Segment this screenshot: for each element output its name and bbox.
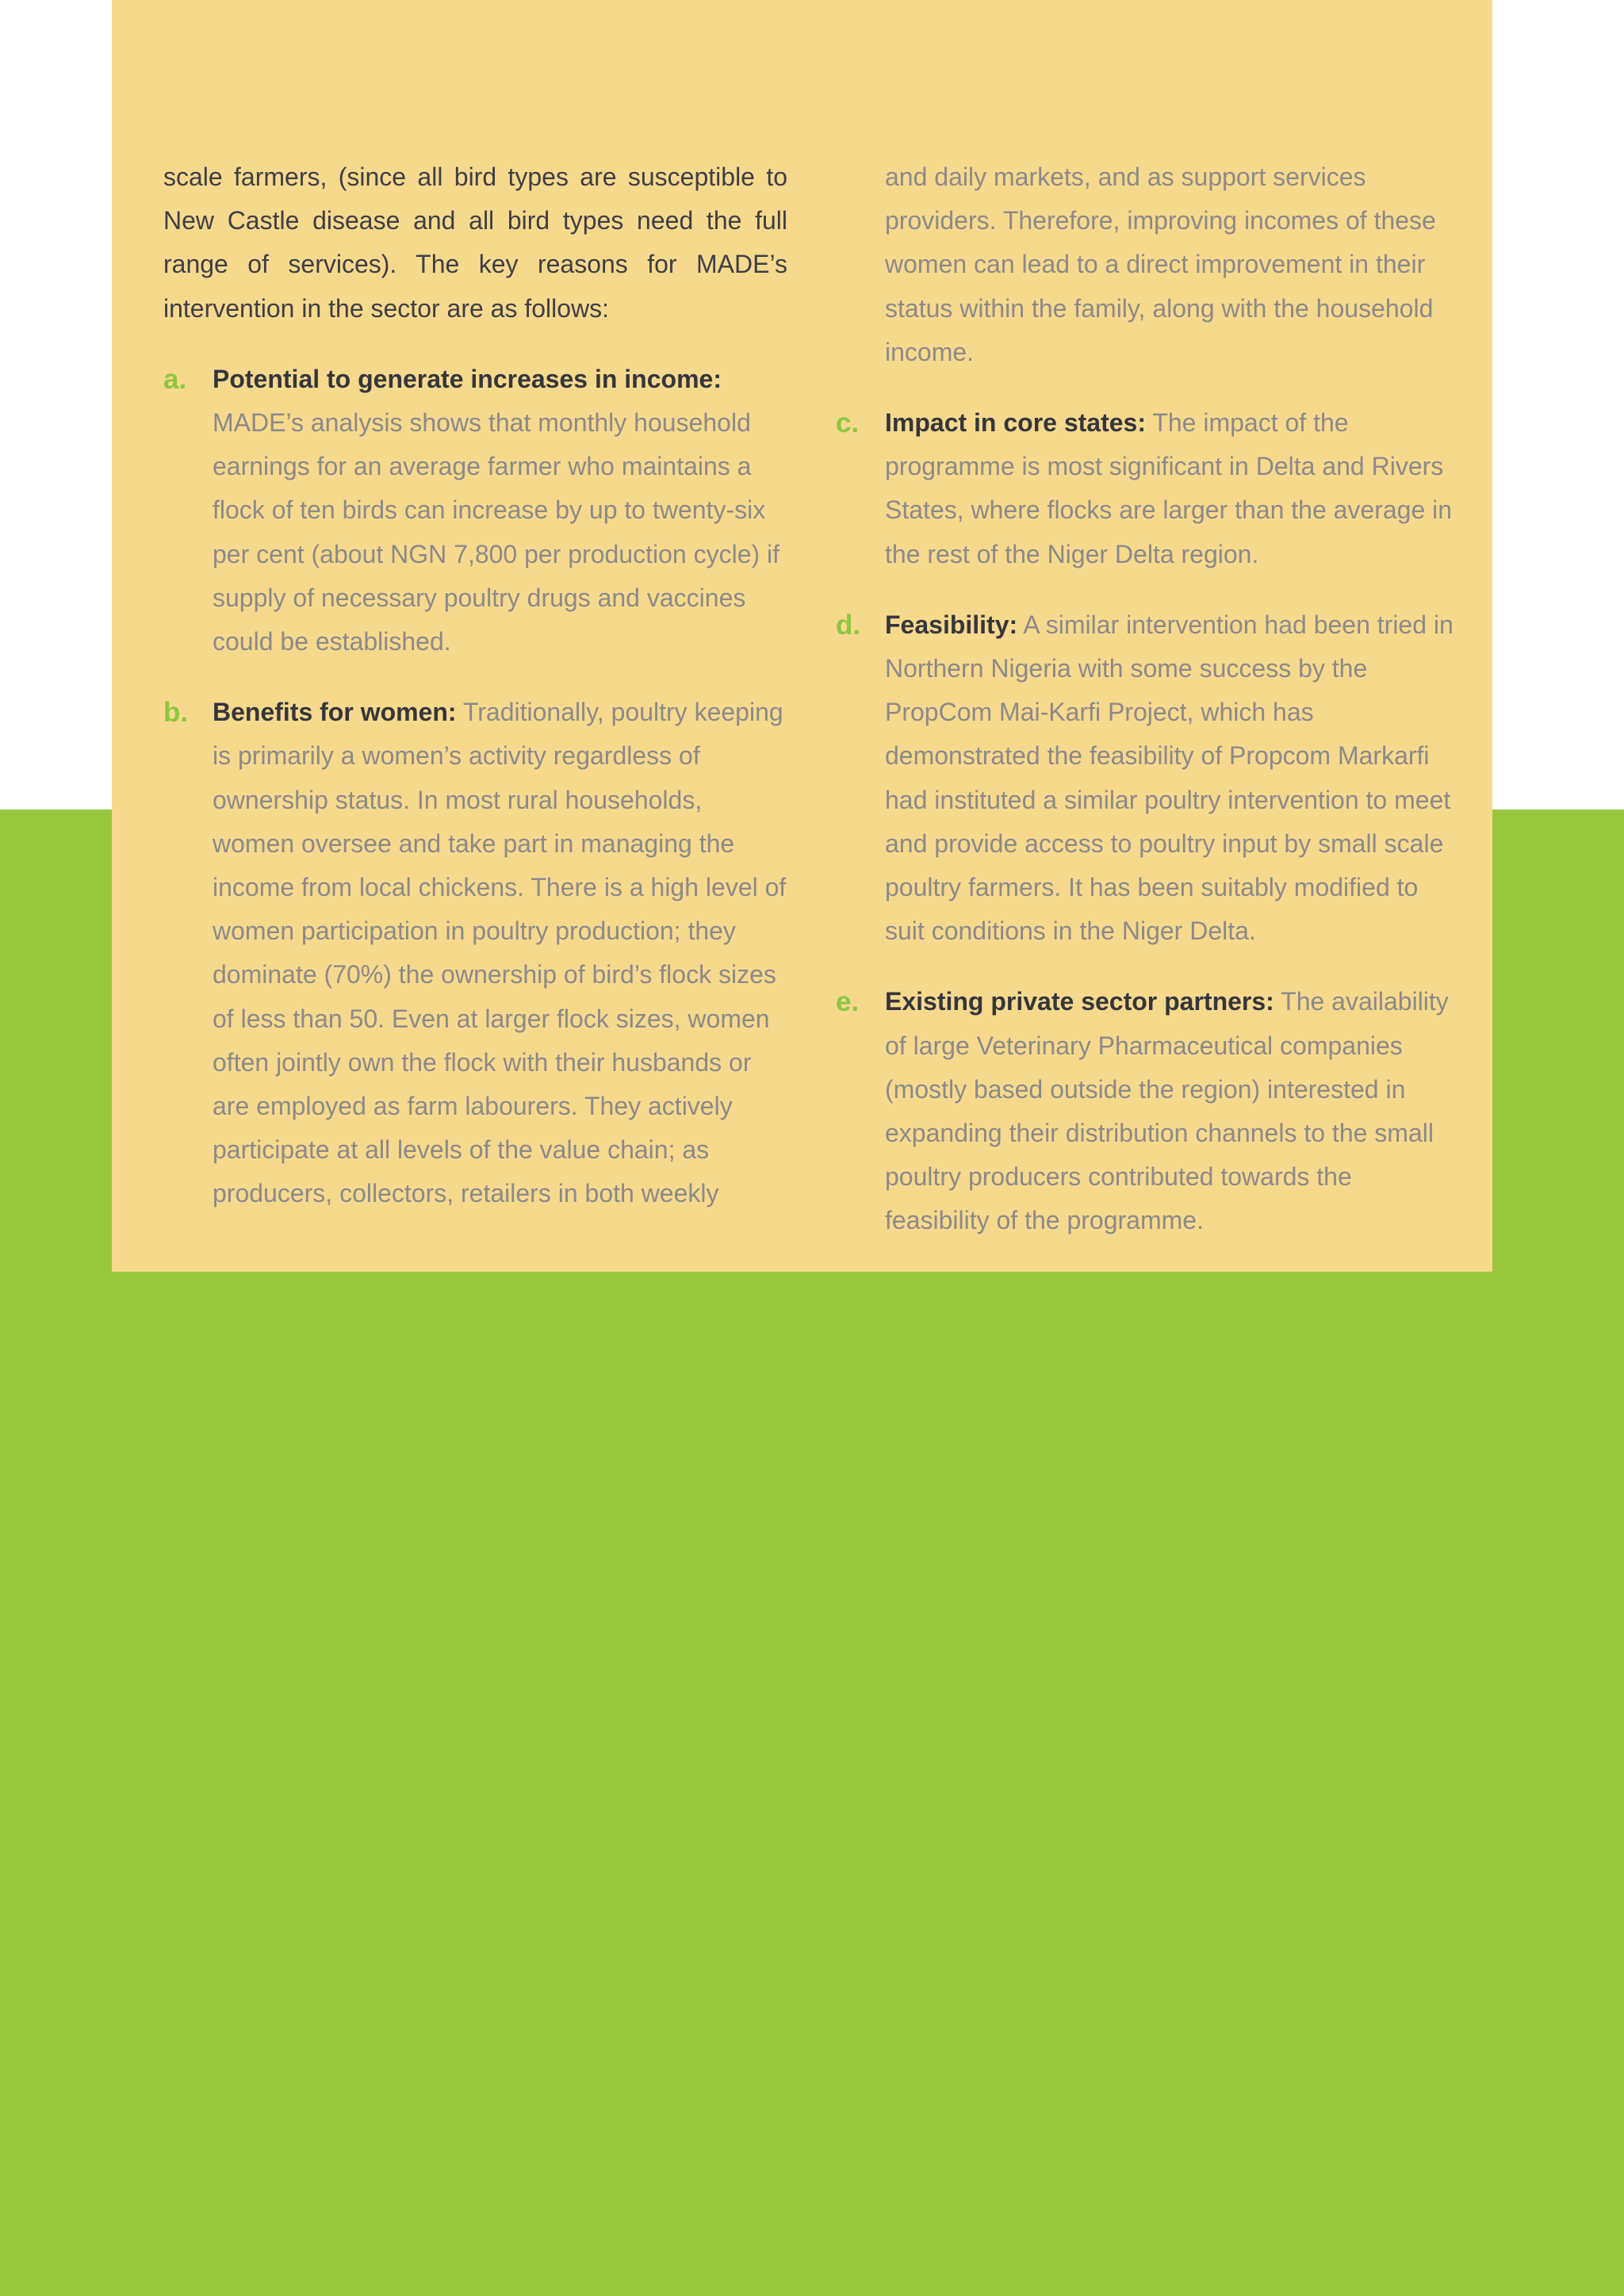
item-text: The availability of large Veterinary Pharmaceutical companies (mostly based outside the region) interested in expanding their distribution channels to the small poultry producers contributed towards the feasibility of the programme. [885, 987, 1449, 1235]
item-text: The impact of the programme is most significant in Delta and Rivers States, where flocks are larger than the average in the rest of the Niger Delta region. [885, 408, 1453, 568]
list-item-a [163, 358, 787, 664]
list-letter: b. [163, 697, 189, 729]
item-heading: Benefits for women: [213, 698, 457, 727]
left-column [163, 155, 787, 1216]
list-item-b-continued [836, 155, 1459, 374]
list-letter: e. [836, 986, 860, 1018]
list-item-e [836, 980, 1459, 1242]
list-letter: c. [836, 408, 860, 439]
item-heading: Existing private sector partners: [885, 987, 1274, 1016]
list-letter: d. [836, 609, 861, 641]
list-item-d [836, 603, 1459, 954]
list-letter: a. [163, 363, 187, 395]
list-item-c [836, 401, 1459, 576]
item-text: MADE’s analysis shows that monthly household earnings for an average farmer who maintains a flock of ten birds can increase by up to twenty-six per cent (about NGN 7,800 per production cycle) if supply of necessary poultry drugs and vaccines could be established. [213, 408, 780, 656]
right-column [836, 155, 1459, 1243]
item-heading: Impact in core states: [885, 408, 1146, 438]
intro-paragraph: scale farmers, (since all bird types are susceptible to New Castle disease and all bird types need the full range of services). The key reasons for MADE’s intervention in the sector are as follows: [163, 163, 787, 323]
item-text: Traditionally, poultry keeping is primarily a women’s activity regardless of ownership status. In most rural households, women oversee and take part in managing the income from local chickens. There is a high level of women participation in poultry production; they dominate (70%) the ownership of bird’s flock sizes of less than 50. Even at larger flock sizes, women often jointly own the flock with their husbands or are employed as farm labourers. They actively participate at all levels of the value chain; as producers, collectors, retailers in both weekly [213, 698, 787, 1208]
list-item-b [163, 691, 787, 1215]
item-text: A similar intervention had been tried in Northern Nigeria with some success by the PropCom Mai-Karfi Project, which has demonstrated the feasibility of Propcom Markarfi had instituted a similar poultry intervention to meet and provide access to poultry input by small scale poultry farmers. It has been suitably modified to suit conditions in the Niger Delta. [885, 610, 1454, 946]
item-heading: Feasibility: [885, 610, 1018, 639]
continuation-text: and daily markets, and as support services providers. Therefore, improving incomes of these women can lead to a direct improvement in their status within the family, along with the household income. [885, 163, 1436, 366]
item-heading: Potential to generate increases in income: [213, 364, 722, 393]
